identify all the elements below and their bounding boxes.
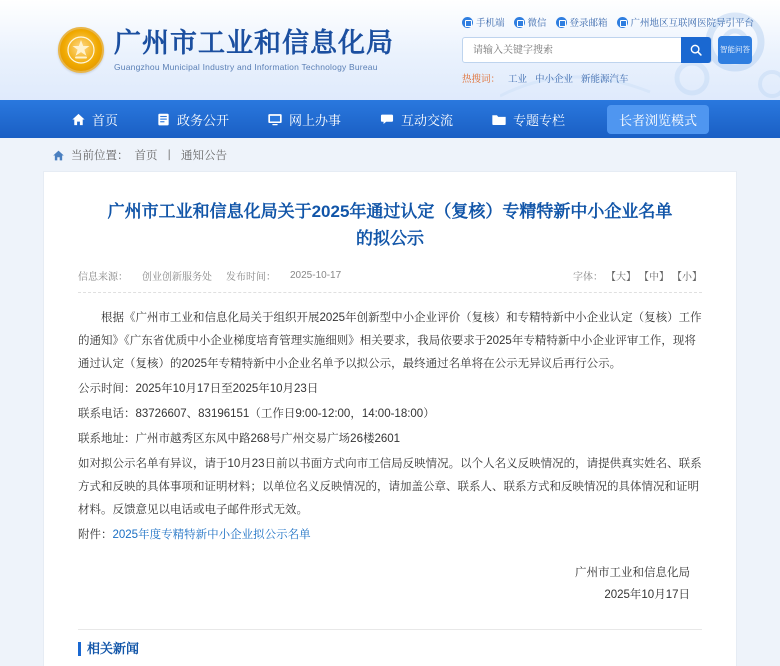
nav-item-online-service-label: 网上办事 — [288, 112, 341, 128]
folder-icon — [491, 112, 507, 127]
hot-word-3[interactable]: 新能源汽车 — [581, 74, 629, 85]
breadcrumb-item-home[interactable]: 首页 — [134, 150, 158, 162]
search-icon — [689, 43, 703, 57]
search-button[interactable] — [681, 37, 711, 63]
top-links — [462, 15, 755, 29]
search-input[interactable] — [471, 39, 681, 61]
top-link-wechat[interactable] — [514, 15, 547, 29]
related-news-title: 相关新闻 — [78, 642, 702, 656]
signature-date: 2025年10月17日 — [604, 589, 690, 602]
breadcrumb-home-icon — [52, 149, 65, 162]
article-paragraph-1: 根据《广州市工业和信息化局关于组织开展2025年创新型中小企业评价（复核）和专精特新中小企业认定（复核）工作的通知》《广东省优质中小企业梯度培育管理实施细则》相关要求，我局依要求于2025年专精特新中小企业评审工作，现将通过认定（复核）的2025年专精特新中小企业名单予以拟公示，最终通过名单将在公示无异议后再行公示。 — [78, 312, 702, 371]
top-link-mail-label: 登录邮箱 — [569, 18, 608, 29]
nav-item-special-topics-label: 专题专栏 — [513, 112, 566, 128]
hot-word-2[interactable]: 中小企业 — [535, 74, 574, 85]
article-paragraph-2: 公示时间：2025年10月17日至2025年10月23日 — [78, 383, 319, 396]
top-link-hospital[interactable] — [617, 15, 755, 29]
org-name-cn: 广州市工业和信息化局 — [114, 27, 394, 58]
search-row — [462, 36, 752, 64]
hot-word-1[interactable]: 工业 — [508, 74, 528, 85]
search-box[interactable] — [462, 37, 712, 63]
hot-words-label: 热搜词： — [462, 74, 501, 85]
article-paragraph-4: 联系地址：广州市越秀区东风中路268号广州交易广场26楼2601 — [78, 433, 401, 446]
nav-item-government-affairs[interactable] — [156, 110, 229, 129]
font-size-controls — [573, 268, 702, 283]
top-link-mobile[interactable] — [462, 15, 505, 29]
header-right — [462, 15, 762, 85]
font-size-small[interactable]: 【小】 — [672, 272, 702, 284]
article-signature — [78, 563, 702, 607]
attachment-label: 附件： — [78, 529, 113, 542]
document-icon — [156, 112, 171, 127]
nav-item-home[interactable] — [71, 110, 118, 129]
nav-item-interaction[interactable] — [379, 110, 453, 129]
breadcrumb-prefix: 当前位置： — [71, 150, 129, 162]
signature-org: 广州市工业和信息化局 — [575, 567, 690, 580]
wechat-icon — [514, 17, 525, 28]
font-size-large[interactable]: 【大】 — [606, 272, 636, 284]
hospital-icon — [617, 17, 628, 28]
top-link-wechat-label: 微信 — [527, 18, 547, 29]
monitor-icon — [267, 112, 283, 127]
mobile-icon — [462, 17, 473, 28]
top-link-mobile-label: 手机端 — [476, 18, 505, 29]
org-name-en: Guangzhou Municipal Industry and Information Technology Bureau — [114, 62, 378, 73]
article-body — [78, 307, 702, 547]
font-size-medium[interactable]: 【中】 — [639, 272, 669, 284]
breadcrumb — [0, 138, 780, 172]
article-paragraph-5: 如对拟公示名单有异议，请于10月23日前以书面方式向市工信局反映情况。以个人名义反映情况的，请提供真实姓名、联系方式和反映的具体事项和证明材料；以单位名义反映情况的，请加盖公章、联系人、联系方式和反映情况的具体情况和证明材料。反馈意见以电话或电子邮件形式无效。 — [78, 458, 702, 517]
top-link-mail[interactable] — [556, 15, 608, 29]
nav-item-special-topics[interactable] — [491, 110, 565, 129]
main-nav — [0, 100, 780, 138]
emblem-icon — [58, 27, 104, 73]
article-meta — [78, 256, 702, 293]
source-label: 信息来源： — [78, 272, 128, 284]
date-value: 2025-10-17 — [290, 270, 342, 282]
site-logo[interactable] — [58, 27, 394, 73]
related-news-section — [78, 629, 702, 656]
breadcrumb-separator: 丨 — [163, 150, 175, 162]
article-paragraph-3: 联系电话：83726607、83196151（工作日9:00-12:00，14:00-18:00） — [78, 408, 435, 421]
home-icon — [71, 112, 86, 127]
site-header — [0, 0, 780, 100]
smart-nav-button[interactable]: 智能问答 — [718, 36, 752, 64]
nav-item-online-service[interactable] — [267, 110, 341, 129]
nav-item-interaction-label: 互动交流 — [401, 112, 454, 128]
date-label: 发布时间： — [226, 272, 276, 284]
chat-icon — [379, 112, 395, 127]
attachment-link[interactable]: 2025年度专精特新中小企业拟公示名单 — [112, 529, 311, 542]
hot-words-row — [462, 71, 752, 85]
nav-item-government-affairs-label: 政务公开 — [176, 112, 229, 128]
attachment-row — [78, 524, 702, 547]
top-link-hospital-label: 广州地区互联网医院导引平台 — [630, 18, 755, 29]
source-value: 创业创新服务处 — [142, 272, 212, 284]
article-card — [44, 172, 736, 666]
elder-mode-button[interactable]: 长者浏览模式 — [607, 105, 709, 134]
nav-item-home-label: 首页 — [91, 112, 118, 128]
mail-icon — [556, 17, 567, 28]
breadcrumb-item-notice[interactable]: 通知公告 — [181, 150, 227, 162]
page-title: 广州市工业和信息化局关于2025年通过认定（复核）专精特新中小企业名单的拟公示 — [107, 202, 673, 249]
font-size-label: 字体： — [573, 272, 603, 284]
